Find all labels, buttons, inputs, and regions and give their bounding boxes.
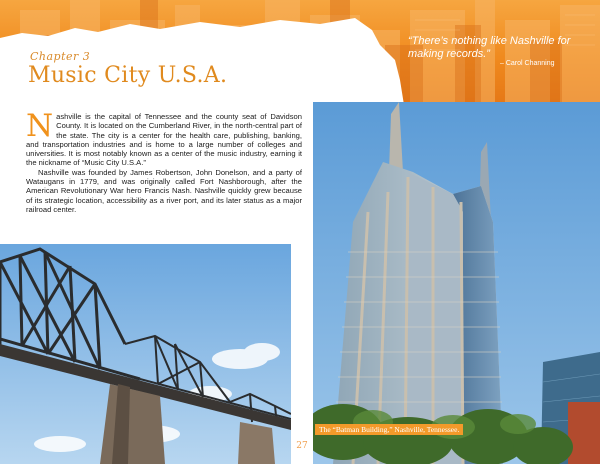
tower-illustration bbox=[313, 102, 600, 464]
page-number: 27 bbox=[296, 441, 308, 451]
quote-author: – Carol Channing bbox=[500, 60, 555, 67]
paragraph-2: Nashville was founded by James Robertson, John Donelson, and a party of Wataugans in 1779, and was originally called Fort Nashborough, after the American Revolutionary War hero Francis Nash. Nashville quickly grew because of its strategic location, accessibility as a river port, and its later status as a major railroad center. bbox=[26, 167, 302, 214]
paragraph-1 bbox=[26, 108, 302, 168]
body-text bbox=[26, 108, 302, 214]
chapter-label: Chapter 3 bbox=[30, 50, 91, 63]
tower-photo bbox=[313, 102, 600, 464]
pull-quote: “There’s nothing like Nashville for making records.” bbox=[408, 35, 571, 60]
drop-cap: N bbox=[26, 108, 54, 144]
bridge-illustration bbox=[0, 244, 291, 464]
chapter-title: Music City U.S.A. bbox=[28, 63, 228, 88]
photo-caption: The “Batman Building,” Nashville, Tennessee. bbox=[315, 424, 463, 435]
bridge-photo bbox=[0, 244, 291, 464]
paragraph-1-text: ashville is the capital of Tennessee and the county seat of Davidson County. It is located on the Cumberland River, in the north-central part of the state. The city is a center for the health care, publishing, banking, and transportation industries and is home to a large number of colleges and universities. It is most notably known as a center of the music industry, earning it the nickname of “Music City U.S.A.” bbox=[26, 112, 302, 168]
